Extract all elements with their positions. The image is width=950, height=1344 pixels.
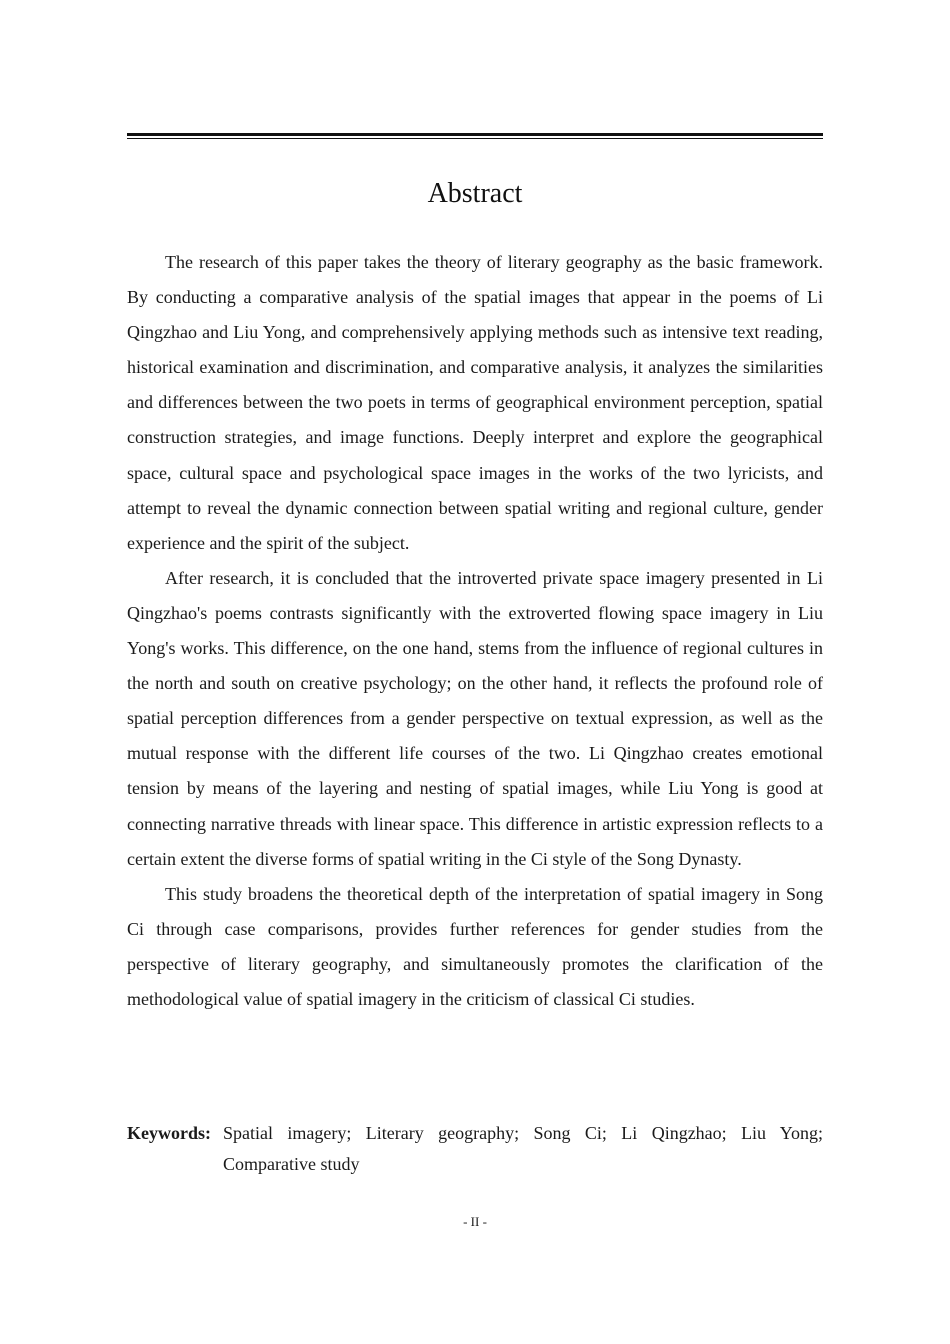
header-double-rule [127, 133, 823, 139]
abstract-paragraph-2: After research, it is concluded that the introverted private space imagery presented in Li Qingzhao's poems contrasts significantly with the extroverted flowing space imagery in Liu Yong's works. This difference, on the one hand, stems from the influence of regional cultures in the north and south on creative psychology; on the other hand, it reflects the profound role of spatial perception differences from a gender perspective on textual expression, as well as the mutual response with the different life courses of the two. Li Qingzhao creates emotional tension by means of the layering and nesting of spatial images, while Liu Yong is good at connecting narrative threads with linear space. This difference in artistic expression reflects to a certain extent the diverse forms of spatial writing in the Ci style of the Song Dynasty. [127, 567, 823, 869]
keywords-label: Keywords: [127, 1123, 211, 1143]
page-number: - II - [463, 1214, 487, 1229]
abstract-body [127, 245, 823, 1017]
keywords-block [127, 1118, 823, 1180]
abstract-paragraph-1: The research of this paper takes the theory of literary geography as the basic framework. By conducting a comparative analysis of the spatial images that appear in the poems of Li Qingzhao and Liu Yong, and comprehensively applying methods such as intensive text reading, historical examination and discrimination, and comparative analysis, it analyzes the similarities and differences between the two poets in terms of geographical environment perception, spatial construction strategies, and image functions. Deeply interpret and explore the geographical space, cultural space and psychological space images in the works of the two lyricists, and attempt to reveal the dynamic connection between spatial writing and regional culture, gender experience and the spirit of the subject. [127, 252, 823, 553]
abstract-paragraph-3: This study broadens the theoretical depth of the interpretation of spatial imagery in Song Ci through case comparisons, provides further references for gender studies from the perspective of literary geography, and simultaneously promotes the clarification of the methodological value of spatial imagery in the criticism of classical Ci studies. [127, 883, 823, 1009]
page-title: Abstract [427, 178, 523, 209]
keywords-value: Spatial imagery; Literary geography; Song Ci; Li Qingzhao; Liu Yong; Comparative study [223, 1123, 823, 1174]
